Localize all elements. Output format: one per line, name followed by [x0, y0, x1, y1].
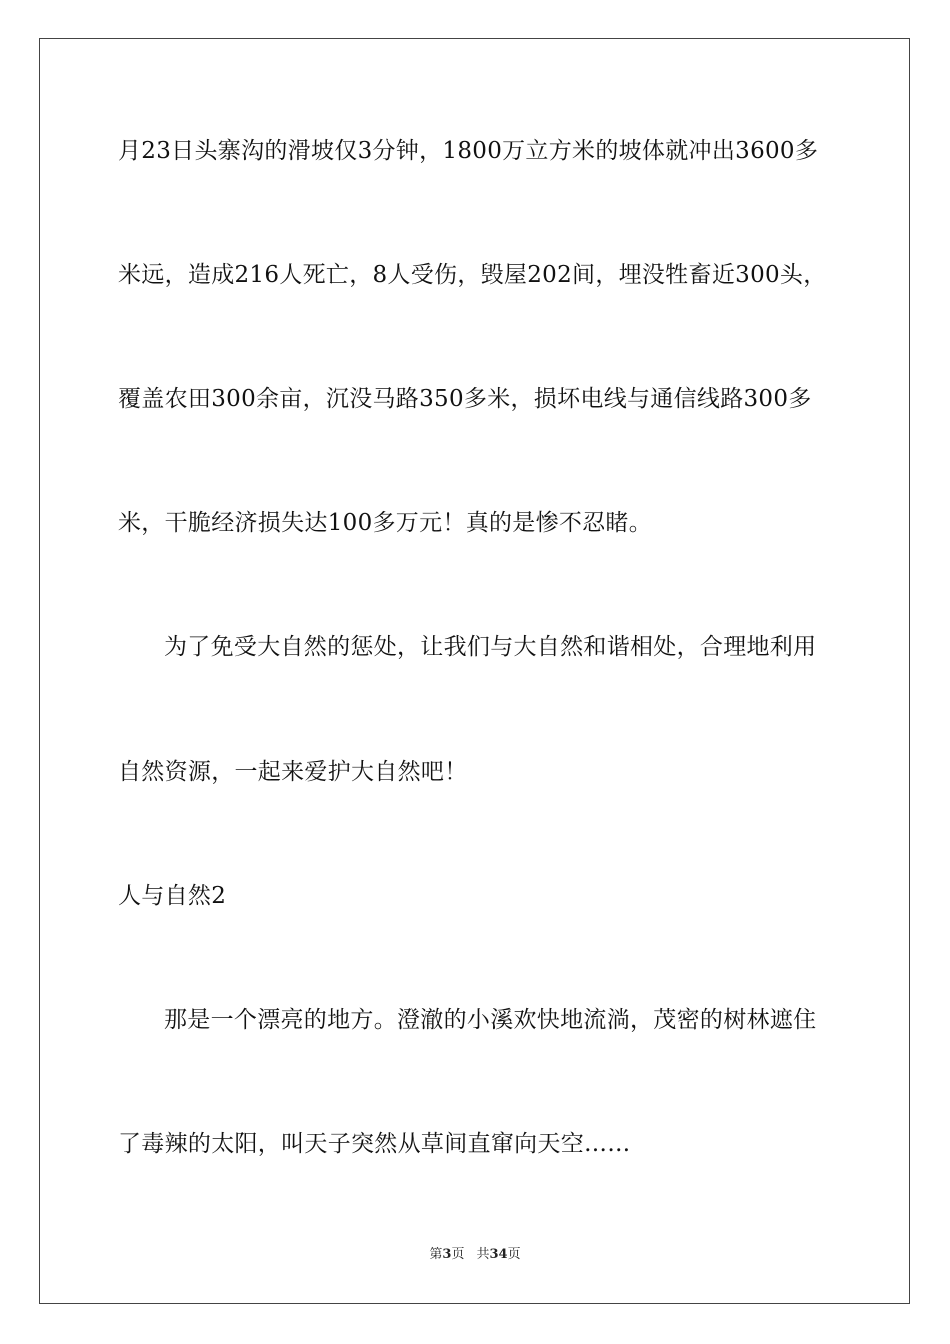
total-prefix: 共 — [476, 1247, 490, 1262]
page-suffix: 页 — [451, 1247, 465, 1262]
body-line-6: 自然资源，一起来爱护大自然吧！ — [118, 759, 468, 785]
body-line-9: 了毒辣的太阳，叫天子突然从草间直窜向天空…… — [118, 1131, 631, 1157]
body-line-4: 米，干脆经济损失达100多万元！真的是惨不忍睹。 — [118, 510, 653, 536]
section-heading: 人与自然2 — [118, 883, 227, 909]
page-prefix: 第 — [429, 1247, 443, 1262]
body-line-3: 覆盖农田300余亩，沉没马路350多米，损坏电线与通信线路300多 — [118, 386, 812, 412]
page-footer — [0, 1246, 950, 1264]
body-line-1: 月23日头寨沟的滑坡仅3分钟，1800万立方米的坡体就冲出3600多 — [118, 138, 819, 164]
paragraph-first-line-2: 那是一个漂亮的地方。澄澈的小溪欢快地流淌，茂密的树林遮住 — [164, 1007, 817, 1033]
page-number: 3 — [442, 1247, 452, 1262]
body-line-2: 米远，造成216人死亡，8人受伤，毁屋202间，埋没牲畜近300头， — [118, 262, 827, 288]
total-suffix: 页 — [507, 1247, 521, 1262]
total-pages: 34 — [489, 1247, 508, 1262]
page-border — [39, 38, 910, 1304]
paragraph-first-line: 为了免受大自然的惩处，让我们与大自然和谐相处，合理地利用 — [164, 634, 817, 660]
